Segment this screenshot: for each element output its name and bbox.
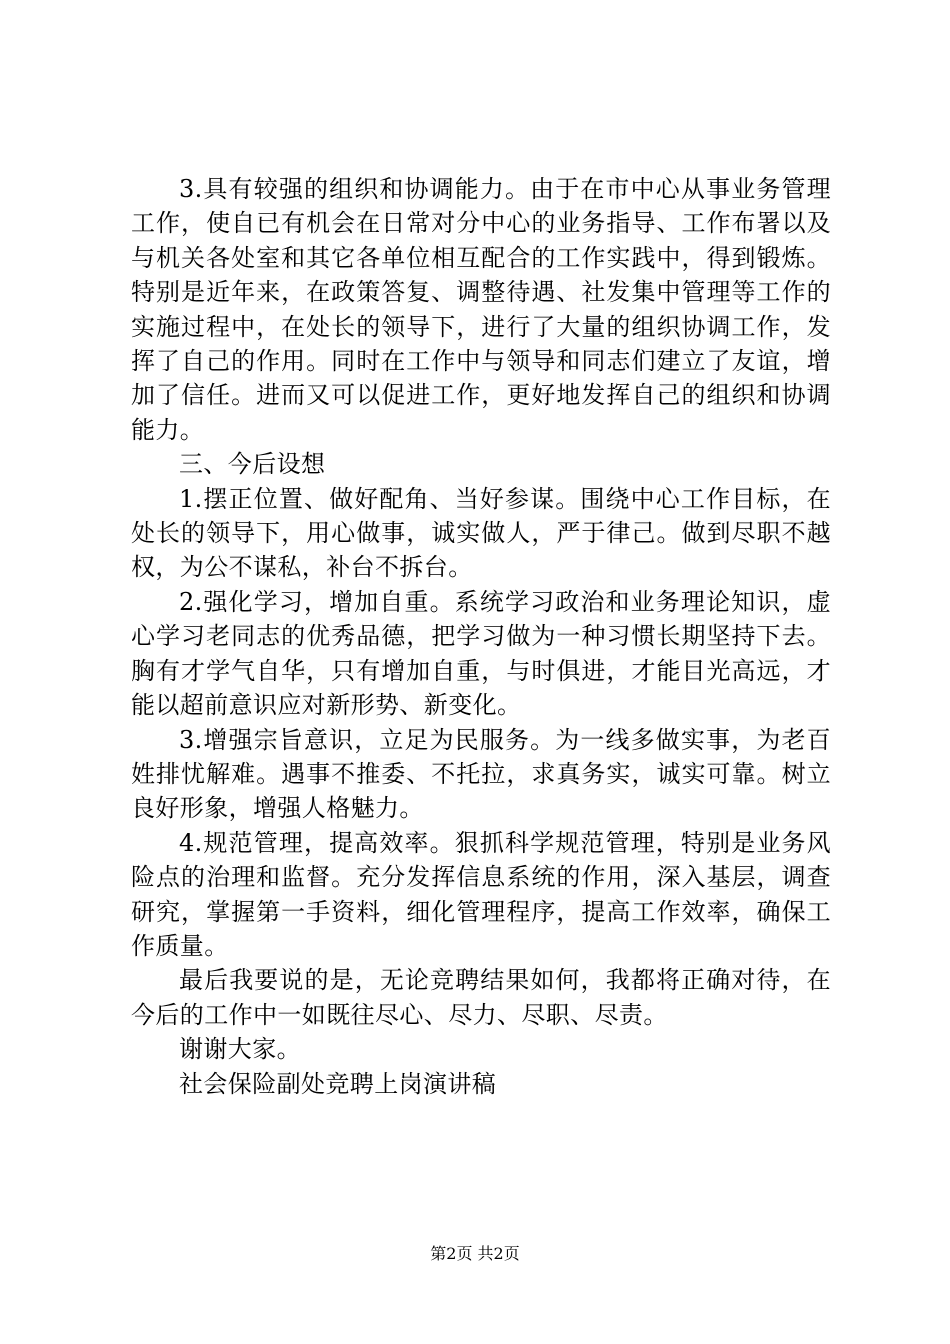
- paragraph-closing: 最后我要说的是，无论竞聘结果如何，我都将正确对待，在今后的工作中一如既往尽心、尽力、尽职、尽责。: [131, 966, 831, 1029]
- paragraph-plan-2: 2.强化学习，增加自重。系统学习政治和业务理论知识，虚心学习老同志的优秀品德，把学习做为一种习惯长期坚持下去。胸有才学气自华，只有增加自重，与时俱进，才能目光高远，才能以超前意识应对新形势、新变化。: [131, 587, 831, 720]
- page-footer: 第2页 共2页: [430, 1244, 520, 1263]
- paragraph-plan-4: 4.规范管理，提高效率。狠抓科学规范管理，特别是业务风险点的治理和监督。充分发挥信息系统的作用，深入基层，调查研究，掌握第一手资料，细化管理程序，提高工作效率，确保工作质量。: [131, 828, 831, 960]
- section-heading-future-plans: 三、今后设想: [179, 450, 326, 479]
- paragraph-ability: 3.具有较强的组织和协调能力。由于在市中心从事业务管理工作，使自已有机会在日常对分中心的业务指导、工作布署以及与机关各处室和其它各单位相互配合的工作实践中，得到锻炼。特别是近年来，在政策答复、调整待遇、社发集中管理等工作的实施过程中，在处长的领导下，进行了大量的组织协调工作，发挥了自己的作用。同时在工作中与领导和同志们建立了友谊，增加了信任。进而又可以促进工作，更好地发挥自己的组织和协调能力。: [131, 175, 831, 444]
- document-body: [131, 172, 831, 1101]
- paragraph-plan-1: 1.摆正位置、做好配角、当好参谋。围绕中心工作目标，在处长的领导下，用心做事，诚实做人，严于律己。做到尽职不越权，为公不谋私，补台不拆台。: [131, 484, 831, 582]
- paragraph-plan-3: 3.增强宗旨意识，立足为民服务。为一线多做实事，为老百姓排忧解难。遇事不推委、不托拉，求真务实，诚实可靠。树立良好形象，增强人格魅力。: [131, 725, 831, 823]
- paragraph-document-title: 社会保险副处竞聘上岗演讲稿: [179, 1069, 497, 1098]
- paragraph-thanks: 谢谢大家。: [179, 1035, 301, 1064]
